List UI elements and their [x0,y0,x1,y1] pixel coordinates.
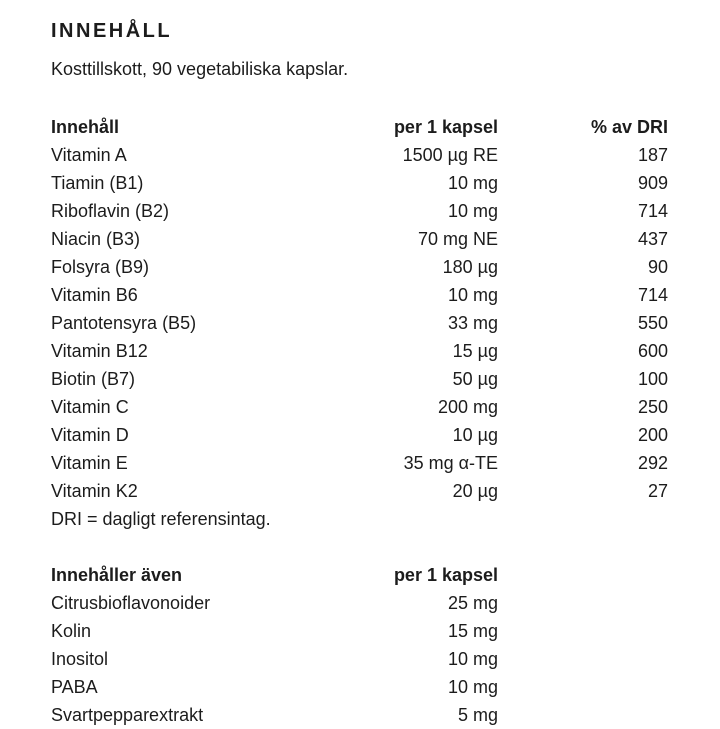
amount-per-capsule: 10 mg [447,285,498,305]
table-row [51,281,681,309]
ingredient-name: Vitamin D [51,425,129,445]
dri-percent: 187 [637,145,668,165]
dri-percent: 550 [637,313,668,333]
table-row [51,225,681,253]
additional-ingredients-table [51,561,681,729]
table-row [51,673,681,701]
amount-per-capsule: 180 µg [442,257,498,277]
column-header-amount: per 1 kapsel [393,565,498,585]
ingredient-name: Biotin (B7) [51,369,136,389]
table-row [51,393,681,421]
amount-per-capsule: 15 mg [447,621,498,641]
dri-percent: 27 [647,481,668,501]
dri-percent: 200 [637,425,668,445]
dri-percent: 714 [637,285,668,305]
additional-table-header [51,561,681,589]
table-row [51,337,681,365]
table-row [51,309,681,337]
table-row [51,449,681,477]
ingredient-name: Vitamin C [51,397,129,417]
ingredient-name: Vitamin A [51,145,127,165]
table-row [51,141,681,169]
dri-percent: 600 [637,341,668,361]
table-row [51,169,681,197]
ingredient-name: Inositol [51,649,109,669]
amount-per-capsule: 50 µg [452,369,498,389]
table-row [51,701,681,729]
table-row [51,589,681,617]
column-header-name: Innehåller även [51,565,183,585]
dri-percent: 909 [637,173,668,193]
amount-per-capsule: 15 µg [452,341,498,361]
ingredient-name: Tiamin (B1) [51,173,144,193]
amount-per-capsule: 33 mg [447,313,498,333]
dri-percent: 714 [637,201,668,221]
amount-per-capsule: 35 mg α-TE [403,453,498,473]
ingredients-document [51,16,681,729]
ingredient-name: Folsyra (B9) [51,257,150,277]
ingredient-name: Pantotensyra (B5) [51,313,197,333]
dri-percent: 250 [637,397,668,417]
ingredient-name: Riboflavin (B2) [51,201,170,221]
nutrient-table [51,113,681,533]
ingredient-name: Citrusbioflavonoider [51,593,211,613]
amount-per-capsule: 10 mg [447,649,498,669]
ingredient-name: Vitamin B6 [51,285,138,305]
amount-per-capsule: 10 mg [447,173,498,193]
table-row [51,645,681,673]
ingredient-name: Niacin (B3) [51,229,141,249]
ingredient-name: Vitamin E [51,453,128,473]
amount-per-capsule: 10 mg [447,677,498,697]
amount-per-capsule: 70 mg NE [417,229,498,249]
ingredient-name: Svartpepparextrakt [51,705,204,725]
amount-per-capsule: 200 mg [437,397,498,417]
dri-percent: 437 [637,229,668,249]
table-row [51,617,681,645]
ingredient-name: Kolin [51,621,92,641]
dri-percent: 90 [647,257,668,277]
page-title: INNEHÅLL [51,20,173,42]
table-row [51,253,681,281]
column-header-name: Innehåll [51,117,120,137]
dri-percent: 292 [637,453,668,473]
table-row [51,365,681,393]
table-row [51,421,681,449]
table-row [51,197,681,225]
column-header-dri: % av DRI [590,117,668,137]
dri-footnote: DRI = dagligt referensintag. [51,509,271,529]
amount-per-capsule: 10 mg [447,201,498,221]
nutrient-table-header [51,113,681,141]
table-row [51,477,681,505]
dri-percent: 100 [637,369,668,389]
ingredient-name: Vitamin B12 [51,341,148,361]
amount-per-capsule: 1500 µg RE [402,145,498,165]
amount-per-capsule: 10 µg [452,425,498,445]
product-description: Kosttillskott, 90 vegetabiliska kapslar. [51,59,349,79]
column-header-amount: per 1 kapsel [393,117,498,137]
amount-per-capsule: 25 mg [447,593,498,613]
amount-per-capsule: 5 mg [457,705,498,725]
ingredient-name: Vitamin K2 [51,481,138,501]
amount-per-capsule: 20 µg [452,481,498,501]
ingredient-name: PABA [51,677,98,697]
